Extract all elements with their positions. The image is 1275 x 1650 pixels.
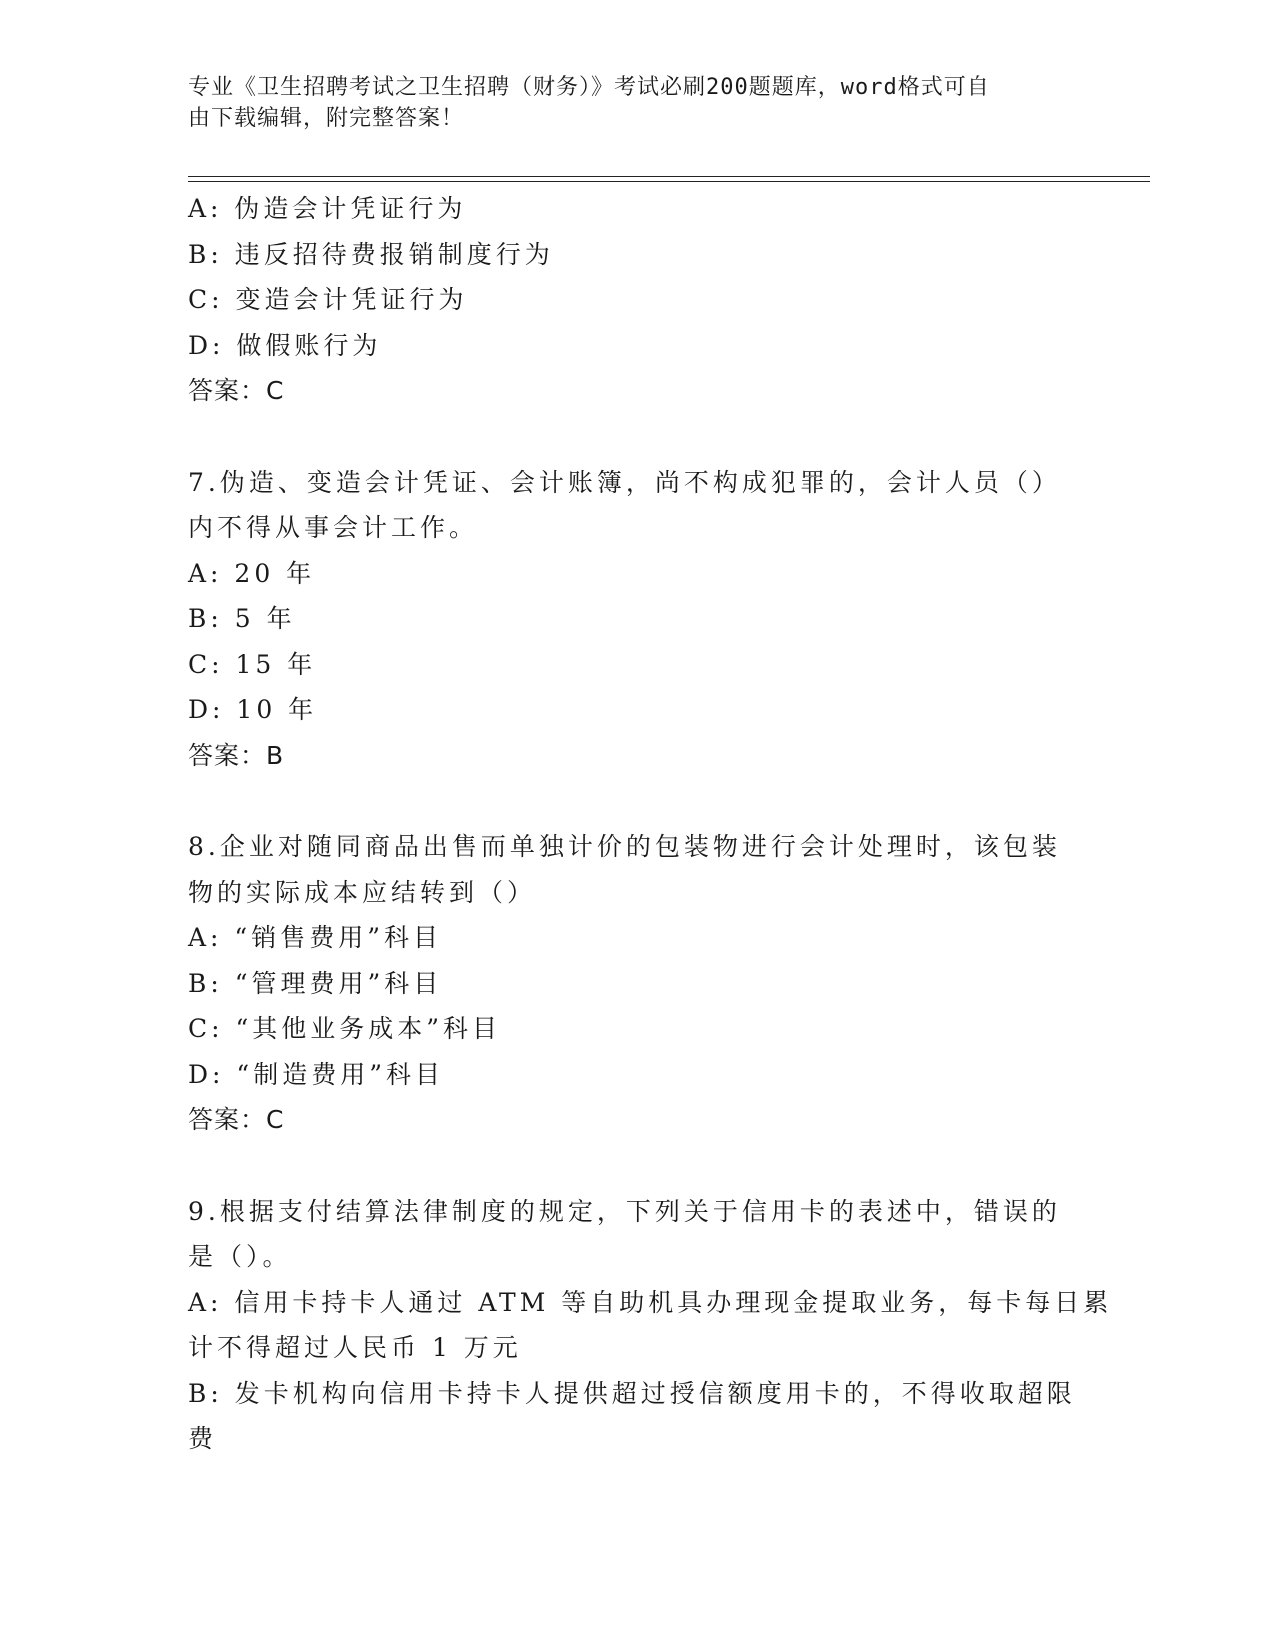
answer: 答案：C	[188, 376, 285, 405]
question-9	[188, 1189, 1113, 1462]
option-b-line-2: 费	[188, 1424, 218, 1453]
question-spacer	[188, 1143, 1088, 1189]
question-stem-line-2: 物的实际成本应结转到（）	[188, 877, 537, 907]
question-stem-line-2: 内不得从事会计工作。	[188, 513, 479, 542]
header-divider-top	[188, 176, 1150, 177]
question-stem-line-1: 7.伪造、变造会计凭证、会计账簿，尚不构成犯罪的，会计人员（）	[188, 467, 1061, 497]
option-d: D: 做假账行为	[188, 330, 382, 360]
option-c: C: 变造会计凭证行为	[188, 285, 468, 314]
option-b: B: “管理费用”科目	[188, 968, 443, 998]
document-header	[188, 72, 1068, 134]
question-6	[188, 186, 1088, 414]
option-b: B: 5 年	[188, 604, 296, 633]
header-divider-bottom	[188, 181, 1150, 182]
option-a-line-2: 计不得超过人民币 1 万元	[188, 1333, 522, 1362]
option-b-line-1: B: 发卡机构向信用卡持卡人提供超过授信额度用卡的，不得收取超限	[188, 1378, 1076, 1408]
document-body	[188, 186, 1113, 1462]
answer: 答案：B	[188, 740, 285, 770]
question-8	[188, 824, 1088, 1143]
question-stem-line-1: 8.企业对随同商品出售而单独计价的包装物进行会计处理时，该包装	[188, 832, 1061, 861]
answer: 答案：C	[188, 1105, 285, 1134]
option-c: C: 15 年	[188, 649, 317, 679]
option-a: A: 20 年	[188, 558, 316, 588]
option-a: A: “销售费用”科目	[188, 923, 442, 952]
question-spacer	[188, 414, 1088, 460]
option-d: D: “制造费用”科目	[188, 1059, 444, 1089]
option-a-line-1: A: 信用卡持卡人通过 ATM 等自助机具办理现金提取业务，每卡每日累	[188, 1287, 1113, 1317]
option-b: B: 违反招待费报销制度行为	[188, 239, 554, 269]
header-line-2: 由下载编辑，附完整答案！	[188, 106, 465, 131]
question-stem-line-2: 是（）。	[188, 1242, 292, 1271]
option-a: A: 伪造会计凭证行为	[188, 194, 467, 223]
header-line-1: 专业《卫生招聘考试之卫生招聘（财务）》考试必刷200题题库，word格式可自	[188, 75, 990, 100]
question-7	[188, 460, 1088, 779]
option-d: D: 10 年	[188, 695, 318, 724]
question-stem-line-1: 9.根据支付结算法律制度的规定，下列关于信用卡的表述中，错误的	[188, 1196, 1061, 1226]
question-spacer	[188, 778, 1088, 824]
option-c: C: “其他业务成本”科目	[188, 1014, 502, 1043]
